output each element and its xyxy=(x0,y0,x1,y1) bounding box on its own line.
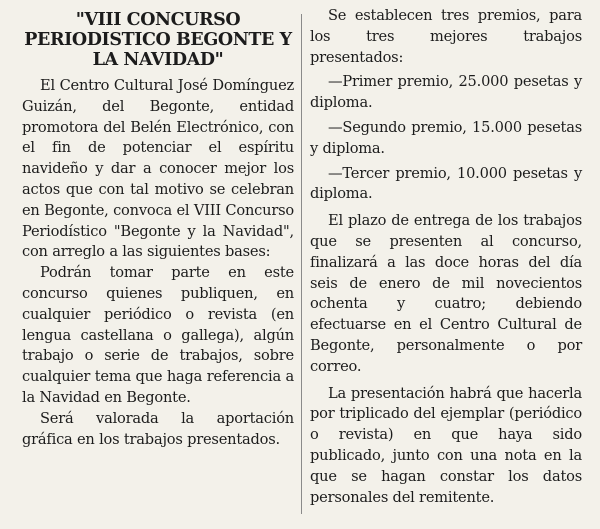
left-column xyxy=(22,6,294,450)
submission-paragraph: La presentación habrá que hacerla por triplicado del ejemplar (periódico o revista) en que haya sido publicado, junto con una nota en la que se hagan constar los datos personales del remitente. xyxy=(310,384,582,506)
second-prize: —Segundo premio, 15.000 pesetas y diploma. xyxy=(310,118,582,157)
right-column xyxy=(310,6,582,512)
intro-paragraph: El Centro Cultural José Domínguez Guizán, del Begonte, entidad promotora del Belén Electrónico, con el fin de potenciar el espíritu navideño y dar a conocer mejor los actos que con tal motivo se celebran en Begonte, convoca el VIII Concurso Periodístico "Begonte y la Navidad", con arreglo a las siguientes bases: xyxy=(22,77,294,261)
column-divider xyxy=(301,14,302,514)
article-title: "VIII CONCURSO PERIODISTICO BEGONTE Y LA NAVIDAD" xyxy=(24,10,292,70)
participation-paragraph: Podrán tomar parte en este concurso quienes publiquen, en cualquier periódico o revista (en lengua castellana o gallega), algún trabajo o serie de trabajos, sobre cualquier tema que haga referencia a la Navidad en Begonte. xyxy=(22,264,294,406)
first-prize: —Primer premio, 25.000 pesetas y diploma. xyxy=(310,73,582,112)
third-prize: —Tercer premio, 10.000 pesetas y diploma. xyxy=(310,164,582,203)
prizes-intro-paragraph: Se establecen tres premios, para los tres mejores trabajos presentados: xyxy=(310,7,582,66)
graphics-paragraph: Será valorada la aportación gráfica en los trabajos presentados. xyxy=(22,409,294,448)
deadline-paragraph: El plazo de entrega de los trabajos que se presenten al concurso, finalizará a las doce horas del día seis de enero de mil novecientos ochenta y cuatro; debiendo efectuarse en el Centro Cultural de Begonte, personalmente o por correo. xyxy=(310,212,582,375)
